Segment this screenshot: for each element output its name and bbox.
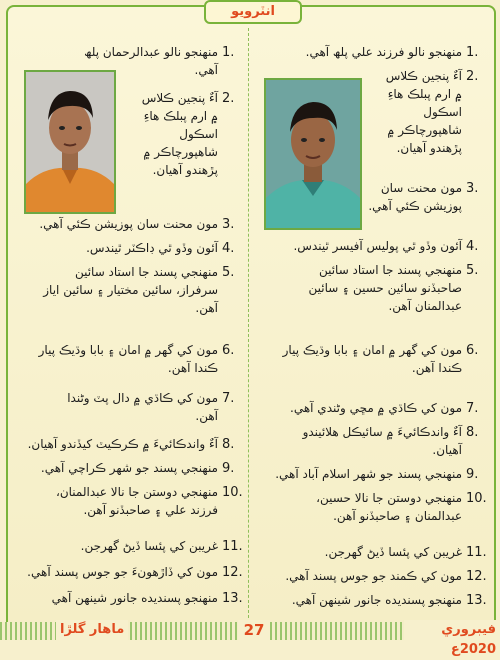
answer-number: 10. xyxy=(466,491,487,506)
answer-text-line: مون کي ڪاڌي ۾ مڇي وڻندي آهي. xyxy=(290,401,462,415)
answer-number: 1. xyxy=(222,45,235,60)
answer-text-line: غريبن کي پئسا ڏيڻ گهرجن. xyxy=(80,539,218,553)
answer-text-line: پڙهندو آهيان. xyxy=(152,163,218,177)
answer-text-line: منهنجي پسند جا استاد سائين xyxy=(74,265,218,279)
interview-answer xyxy=(14,90,240,180)
interview-answer xyxy=(14,460,240,478)
answer-text-line: مون کي ڪمند جو جوس پسند آهي. xyxy=(285,569,462,583)
interview-answer xyxy=(256,180,484,216)
interview-answer xyxy=(256,424,484,460)
interview-answer xyxy=(256,400,484,418)
answer-text-line: فرزند علي ۽ صاحبڏنو آهن. xyxy=(83,503,218,517)
answer-text-line: منهنجي دوستن جا نالا عبدالمنان، xyxy=(55,485,218,499)
interview-answer xyxy=(256,544,487,562)
answer-text-line: آهيان. xyxy=(432,443,462,457)
interview-answer xyxy=(256,44,484,62)
answer-number: 7. xyxy=(466,401,479,416)
answer-text-line: منهنجي پسند جو شهر ڪراچي آهي. xyxy=(40,461,218,475)
answer-text-line: مون محنت سان xyxy=(380,181,462,195)
answer-text-line: ۾ ارم پبلڪ هاءِ xyxy=(143,109,218,123)
answer-text-line: پوزيشن ڪئي آهي. xyxy=(368,199,462,213)
interview-answer xyxy=(256,238,484,256)
answer-number: 1. xyxy=(466,45,479,60)
interview-answer xyxy=(256,466,484,484)
answer-number: 11. xyxy=(466,545,487,560)
answer-text-line: شاهپورچاڪر ۾ xyxy=(387,123,462,137)
interview-answer xyxy=(14,216,240,234)
answer-text-line: صاحبڏنو سائين حسين ۽ سائين xyxy=(308,281,462,295)
interview-answer xyxy=(256,262,484,316)
answer-text-line: شاهپورچاڪر ۾ xyxy=(143,145,218,159)
answer-number: 6. xyxy=(222,343,235,358)
answer-number: 5. xyxy=(466,263,479,278)
answer-text-line: اسڪول xyxy=(423,105,462,119)
answer-text-line: منهنجو پسنديده جانور شينهن آهي xyxy=(51,591,218,605)
answer-text-line: غريبن کي پئسا ڏيڻ گهرجن. xyxy=(324,545,462,559)
answer-text-line: آئون وڏو ٿي ڊاڪٽر ٿيندس. xyxy=(86,241,218,255)
interview-answer xyxy=(14,390,240,426)
answer-text-line: آءٌ پنجين ڪلاس xyxy=(141,91,218,105)
section-title: انٽرويو xyxy=(204,0,302,24)
interview-answer xyxy=(256,68,484,158)
interview-answer xyxy=(14,342,240,378)
answer-number: 10. xyxy=(222,485,243,500)
answer-text-line: منهنجو پسنديده جانور شينهن آهي. xyxy=(291,593,462,607)
interview-answer xyxy=(256,568,487,586)
interview-answer xyxy=(14,436,240,454)
answer-text-line: آءٌ پنجين ڪلاس xyxy=(385,69,462,83)
answer-number: 5. xyxy=(222,265,235,280)
page-number: 27 xyxy=(238,620,270,640)
answer-text-line: منهنجو نالو فرزند علي پلھ آھي. xyxy=(305,45,462,59)
answer-number: 3. xyxy=(466,181,479,196)
answer-number: 12. xyxy=(222,565,243,580)
answer-text-line: اسڪول xyxy=(179,127,218,141)
answer-number: 13. xyxy=(222,591,243,606)
answer-number: 8. xyxy=(466,425,479,440)
magazine-name: ماهار گلڙا xyxy=(56,620,128,640)
answer-number: 7. xyxy=(222,391,235,406)
answer-text-line: عبدالمنان آهن. xyxy=(388,299,462,313)
interview-answer xyxy=(256,342,484,378)
answer-text-line: منهنجي دوستن جا نالا حسين، xyxy=(316,491,462,505)
column-divider xyxy=(248,28,250,618)
interview-answer xyxy=(14,44,240,80)
answer-number: 12. xyxy=(466,569,487,584)
answer-text-line: مون کي گهر ۾ امان ۽ بابا وڌيڪ پيار xyxy=(38,343,218,357)
answer-text-line: سرفراز، سائين مختيار ۽ سائين اياز xyxy=(43,283,218,297)
answer-number: 13. xyxy=(466,593,487,608)
answer-text-line: آئون وڏو ٿي پوليس آفيسر ٿيندس. xyxy=(293,239,462,253)
answer-text-line: منهنجو نالو عبدالرحمان پلھ xyxy=(84,45,218,59)
answer-number: 8. xyxy=(222,437,235,452)
answer-text-line: مون کي ڏاڙهونءَ جو جوس پسند آهي. xyxy=(27,565,218,579)
answer-text-line: مون محنت سان پوزيشن ڪئي آهي. xyxy=(39,217,218,231)
issue-date: فيبروري 2020ع xyxy=(404,620,500,640)
answer-text-line: ڪندا آهن. xyxy=(411,361,462,375)
page-footer xyxy=(0,616,500,657)
answer-text-line: آهي. xyxy=(194,63,218,77)
answer-number: 9. xyxy=(466,467,479,482)
answer-number: 2. xyxy=(222,91,235,106)
answer-number: 6. xyxy=(466,343,479,358)
answer-number: 11. xyxy=(222,539,243,554)
answer-text-line: مون کي ڪاڌي ۾ دال پٽ وڻندا xyxy=(67,391,218,405)
interview-answer xyxy=(14,564,243,582)
interview-answer xyxy=(256,490,487,526)
right-interview-column xyxy=(256,30,487,620)
interview-answer xyxy=(14,264,240,318)
answer-text-line: منهنجي پسند جا استاد سائين xyxy=(318,263,462,277)
interview-answer xyxy=(14,484,243,520)
answer-number: 9. xyxy=(222,461,235,476)
answer-text-line: ڪندا آهن. xyxy=(167,361,218,375)
interview-answer xyxy=(14,240,240,258)
answer-text-line: پڙهندو آهيان. xyxy=(396,141,462,155)
answer-number: 3. xyxy=(222,217,235,232)
answer-number: 4. xyxy=(222,241,235,256)
answer-text-line: منهنجي پسند جو شهر اسلام آباد آهي. xyxy=(275,467,462,481)
interview-answer xyxy=(14,538,243,556)
answer-text-line: آهن. xyxy=(195,301,218,315)
answer-text-line: آهن. xyxy=(195,409,218,423)
answer-text-line: ۾ ارم پبلڪ هاءِ xyxy=(387,87,462,101)
answer-text-line: مون کي گهر ۾ امان ۽ بابا وڌيڪ پيار xyxy=(282,343,462,357)
interview-answer xyxy=(256,592,487,610)
answer-text-line: آءٌ واندڪائيءَ ۾ ڪرڪيٽ کيڏندو آهيان. xyxy=(27,437,218,451)
answer-text-line: آءٌ واندڪائيءَ ۾ سائيڪل هلائيندو xyxy=(302,425,462,439)
left-interview-column xyxy=(14,30,243,620)
answer-text-line: عبدالمنان ۽ صاحبڏنو آهن. xyxy=(333,509,462,523)
answer-number: 4. xyxy=(466,239,479,254)
answer-number: 2. xyxy=(466,69,479,84)
interview-answer xyxy=(14,590,243,608)
